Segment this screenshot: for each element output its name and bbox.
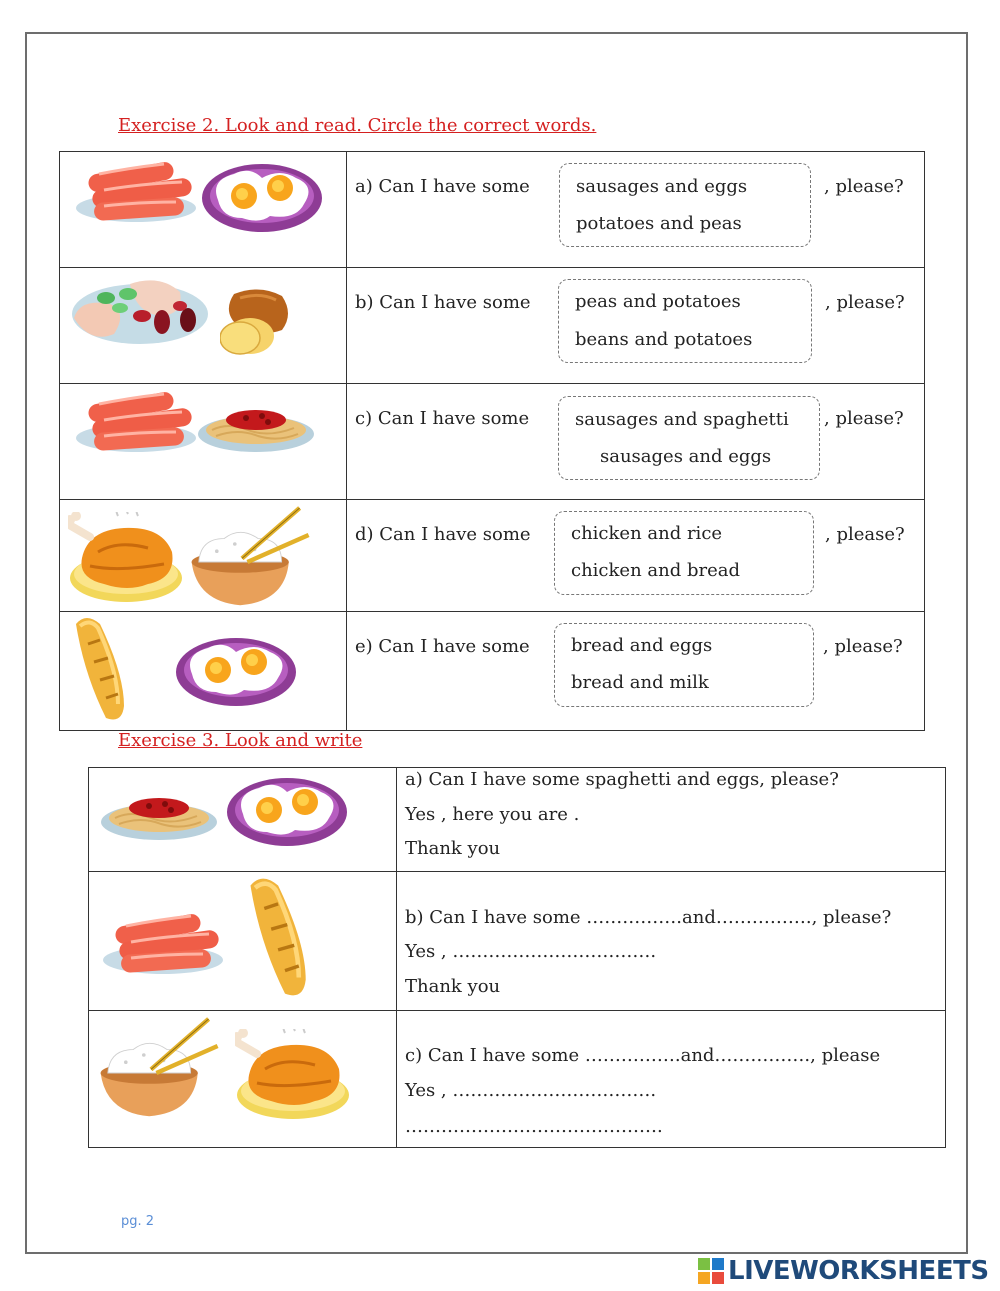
bread-picture	[66, 614, 130, 724]
choice-box[interactable]	[558, 279, 812, 363]
chicken-picture	[68, 512, 192, 608]
question-text: d) Can I have some	[355, 524, 531, 545]
question-text: c) Can I have some	[355, 408, 530, 429]
rice-picture	[188, 506, 328, 606]
choice-option-2[interactable]: beans and potatoes	[575, 329, 753, 350]
please-text: , please?	[825, 292, 905, 313]
fried-eggs-picture	[225, 774, 351, 850]
please-text: , please?	[824, 176, 904, 197]
answer-cell	[397, 872, 946, 1011]
sausages-picture	[74, 160, 204, 240]
picture-cell	[89, 872, 397, 1011]
choice-option-1[interactable]: peas and potatoes	[575, 291, 741, 312]
exercise3-table	[88, 767, 946, 1148]
fried-eggs-picture	[200, 160, 326, 236]
rice-picture	[97, 1013, 237, 1123]
question-text: a) Can I have some	[355, 176, 530, 197]
question-cell	[347, 500, 925, 612]
answer-cell	[397, 1011, 946, 1148]
exercise2-table	[59, 151, 925, 731]
answer-line-2[interactable]: Yes , …………………………….	[405, 1080, 657, 1101]
brand-name: LIVEWORKSHEETS	[728, 1256, 989, 1286]
exercise3-row	[89, 1011, 946, 1148]
question-text: b) Can I have some	[355, 292, 531, 313]
picture-cell	[89, 1011, 397, 1148]
exercise2-title: Exercise 2. Look and read. Circle the correct words.	[118, 115, 597, 136]
answer-line-3[interactable]: …………………………………….	[405, 1116, 663, 1137]
spaghetti-picture	[198, 400, 318, 460]
page-number: pg. 2	[121, 1214, 155, 1229]
exercise2-row	[60, 500, 925, 612]
choice-option-1[interactable]: chicken and rice	[571, 523, 723, 544]
answer-line-3: Thank you	[405, 976, 501, 997]
question-cell	[347, 152, 925, 268]
answer-line-1[interactable]: c) Can I have some …………….and……………., please	[405, 1045, 881, 1066]
answer-line-2[interactable]: Yes , …………………………….	[405, 941, 657, 962]
question-cell	[347, 384, 925, 500]
choice-option-2[interactable]: chicken and bread	[571, 560, 740, 581]
chicken-picture	[235, 1029, 359, 1129]
please-text: , please?	[825, 524, 905, 545]
question-cell	[347, 268, 925, 384]
answer-line-3: Thank you	[405, 838, 501, 859]
spaghetti-picture	[101, 788, 221, 848]
exercise3-row	[89, 768, 946, 872]
brand-logo	[698, 1256, 989, 1286]
question-cell	[347, 612, 925, 731]
brand-icon	[698, 1258, 724, 1284]
picture-cell	[60, 384, 347, 500]
choice-option-2[interactable]: sausages and eggs	[600, 446, 772, 467]
choice-option-2[interactable]: bread and milk	[571, 672, 709, 693]
choice-box[interactable]	[558, 396, 820, 480]
choice-option-1[interactable]: sausages and spaghetti	[575, 409, 789, 430]
choice-box[interactable]	[559, 163, 811, 247]
choice-option-1[interactable]: sausages and eggs	[576, 176, 748, 197]
please-text: , please?	[824, 408, 904, 429]
choice-option-2[interactable]: potatoes and peas	[576, 213, 742, 234]
exercise3-row	[89, 872, 946, 1011]
picture-cell	[89, 768, 397, 872]
picture-cell	[60, 612, 347, 731]
picture-cell	[60, 268, 347, 384]
question-text: e) Can I have some	[355, 636, 530, 657]
choice-box[interactable]	[554, 623, 814, 707]
exercise2-row	[60, 268, 925, 384]
answer-cell	[397, 768, 946, 872]
picture-cell	[60, 500, 347, 612]
exercise2-row	[60, 152, 925, 268]
potatoes-picture	[220, 286, 300, 366]
beans-picture	[70, 278, 212, 358]
answer-line-1[interactable]: b) Can I have some …………….and……………., please?	[405, 907, 892, 928]
sausages-picture	[101, 912, 231, 992]
picture-cell	[60, 152, 347, 268]
exercise2-row	[60, 384, 925, 500]
answer-line-2: Yes , here you are .	[405, 804, 580, 825]
fried-eggs-picture	[174, 634, 300, 710]
bread-picture	[239, 874, 315, 998]
answer-line-1: a) Can I have some spaghetti and eggs, please?	[405, 769, 839, 790]
exercise3-title: Exercise 3. Look and write	[118, 730, 363, 751]
choice-box[interactable]	[554, 511, 814, 595]
sausages-picture	[74, 390, 204, 466]
please-text: , please?	[823, 636, 903, 657]
choice-option-1[interactable]: bread and eggs	[571, 635, 713, 656]
exercise2-row	[60, 612, 925, 731]
